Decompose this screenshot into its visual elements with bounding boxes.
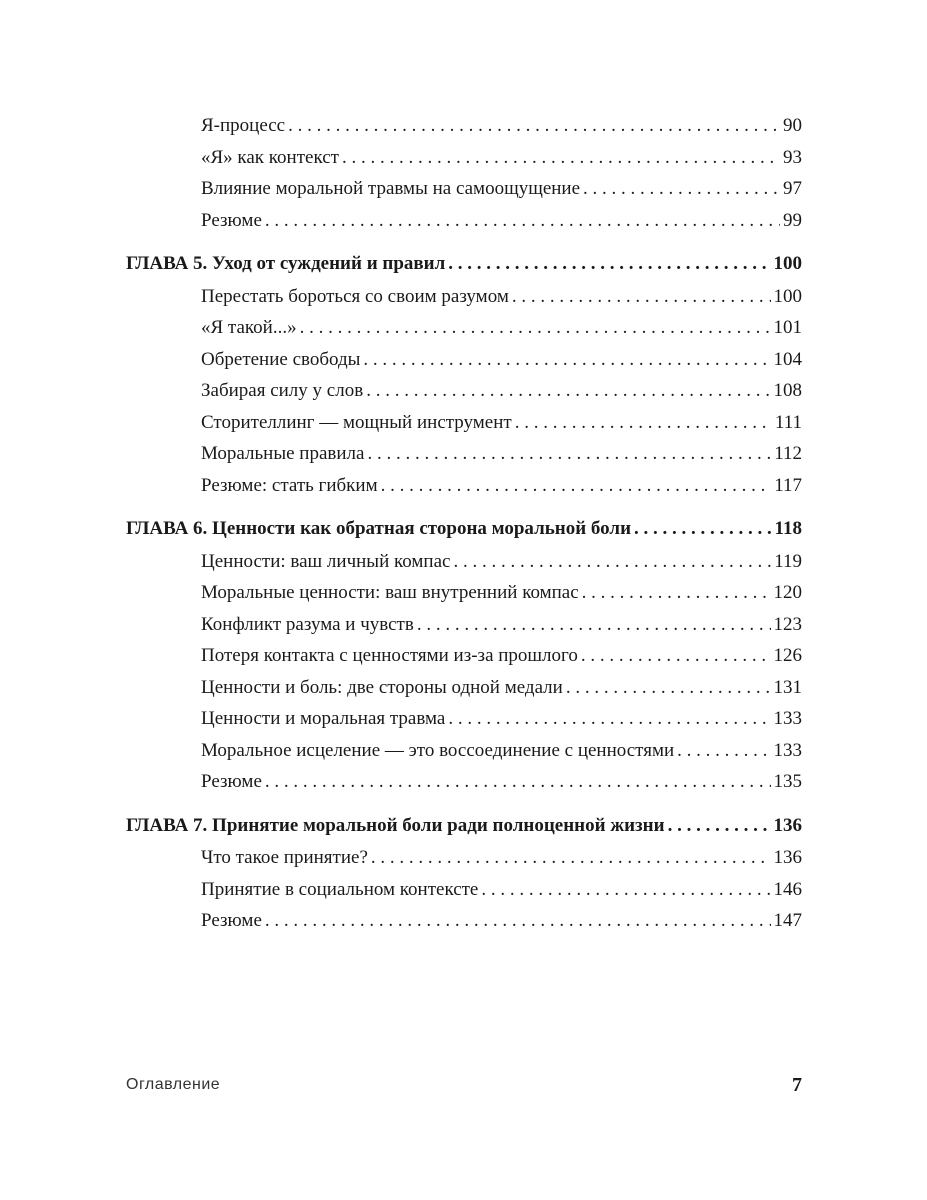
dot-leader <box>342 142 780 174</box>
toc-entry-page: 112 <box>774 443 802 464</box>
toc-entry[interactable] <box>126 609 802 641</box>
toc-entry-title: Моральные ценности: ваш внутренний компас <box>201 582 579 603</box>
toc-entry-title: «Я такой...» <box>201 317 297 338</box>
toc-entry-page: 133 <box>773 739 802 761</box>
running-footer-section: Оглавление <box>126 1076 221 1093</box>
toc-entry[interactable] <box>126 375 802 407</box>
chapter-title: ГЛАВА 5. Уход от суждений и правил <box>126 253 446 274</box>
toc-entry-title: Резюме <box>201 209 262 231</box>
dot-leader <box>381 470 772 502</box>
toc-entry[interactable] <box>126 842 802 874</box>
dot-leader <box>634 513 772 545</box>
toc-entry-page: 93 <box>783 146 802 168</box>
toc-entry-page: 123 <box>773 613 802 635</box>
chapter-page: 100 <box>773 253 802 274</box>
toc-entry-title: Моральные правила <box>201 443 365 464</box>
toc-entry-title: Сторителлинг — мощный инструмент <box>201 411 512 433</box>
toc-entry-page: 146 <box>773 878 802 900</box>
dot-leader <box>300 312 771 344</box>
toc-entry-page: 136 <box>773 847 802 868</box>
toc-entry[interactable] <box>126 905 802 937</box>
toc-entry[interactable] <box>126 672 802 704</box>
toc-entry-page: 131 <box>773 676 802 698</box>
toc-entry[interactable] <box>126 407 802 439</box>
page-number: 7 <box>792 1074 802 1096</box>
toc-entry-page: 97 <box>783 178 802 199</box>
dot-leader <box>677 735 770 767</box>
toc-entry-page: 100 <box>773 285 802 307</box>
toc-entry[interactable] <box>126 281 802 313</box>
chapter-page: 118 <box>774 518 802 539</box>
dot-leader <box>265 905 771 937</box>
toc-entry-title: Что такое принятие? <box>201 847 368 868</box>
dot-leader <box>265 205 780 237</box>
toc-entry-title: «Я» как контекст <box>201 146 339 168</box>
dot-leader <box>367 438 771 470</box>
toc-entry-page: 108 <box>773 380 802 401</box>
toc-entry-page: 99 <box>783 209 802 231</box>
toc-chapter-7[interactable] <box>126 810 802 842</box>
toc-entry[interactable] <box>126 735 802 767</box>
toc-entry[interactable] <box>126 438 802 470</box>
toc-entry-title: Влияние моральной травмы на самоощущение <box>201 178 581 199</box>
toc-entry-title: Обретение свободы <box>201 348 361 370</box>
dot-leader <box>448 248 770 280</box>
dot-leader <box>453 546 771 578</box>
toc-entry-title: Принятие в социальном контексте <box>201 878 479 900</box>
toc-entry-title: Резюме: стать гибким <box>201 474 378 496</box>
dot-leader <box>265 766 771 798</box>
toc-entry[interactable] <box>126 874 802 906</box>
dot-leader <box>417 609 771 641</box>
dot-leader <box>366 375 770 407</box>
toc-entry-page: 101 <box>773 317 802 338</box>
toc-entry-page: 117 <box>774 474 802 496</box>
toc-entry[interactable] <box>126 344 802 376</box>
dot-leader <box>512 281 771 313</box>
dot-leader <box>668 810 771 842</box>
dot-leader <box>448 703 770 735</box>
toc-entry-page: 133 <box>773 708 802 729</box>
toc-entry[interactable] <box>126 546 802 578</box>
chapter-page: 136 <box>773 814 802 836</box>
toc-entry[interactable] <box>126 640 802 672</box>
toc-entry[interactable] <box>126 142 802 174</box>
toc-chapter-5[interactable] <box>126 248 802 280</box>
toc-entry-page: 135 <box>773 771 802 792</box>
toc-entry-page: 120 <box>773 582 802 603</box>
dot-leader <box>583 173 780 205</box>
toc-entry[interactable] <box>126 766 802 798</box>
toc-entry-title: Перестать бороться со своим разумом <box>201 285 509 307</box>
toc-entry[interactable] <box>126 173 802 205</box>
table-of-contents <box>126 110 802 937</box>
toc-entry[interactable] <box>126 110 802 142</box>
toc-chapter-6[interactable] <box>126 513 802 545</box>
toc-entry-page: 104 <box>773 348 802 370</box>
toc-entry-page: 111 <box>774 411 802 433</box>
toc-entry-page: 90 <box>783 115 802 136</box>
toc-entry-page: 147 <box>773 910 802 931</box>
toc-entry-title: Конфликт разума и чувств <box>201 613 414 635</box>
dot-leader <box>582 577 771 609</box>
toc-entry-title: Я-процесс <box>201 115 286 136</box>
chapter-title: ГЛАВА 7. Принятие моральной боли ради полноценной жизни <box>126 814 665 836</box>
toc-entry[interactable] <box>126 312 802 344</box>
toc-entry-page: 126 <box>773 645 802 666</box>
dot-leader <box>566 672 771 704</box>
toc-entry-title: Ценности и моральная травма <box>201 708 446 729</box>
toc-entry-title: Резюме <box>201 771 262 792</box>
dot-leader <box>363 344 770 376</box>
toc-entry-title: Моральное исцеление — это воссоединение с ценностями <box>201 739 675 761</box>
toc-entry-title: Ценности: ваш личный компас <box>201 550 451 572</box>
toc-entry[interactable] <box>126 577 802 609</box>
toc-entry-title: Забирая силу у слов <box>201 380 364 401</box>
toc-entry[interactable] <box>126 205 802 237</box>
toc-entry-title: Ценности и боль: две стороны одной медали <box>201 676 563 698</box>
toc-entry-title: Потеря контакта с ценностями из-за прошлого <box>201 645 578 666</box>
toc-entry-page: 119 <box>774 550 802 572</box>
toc-entry[interactable] <box>126 703 802 735</box>
toc-entry[interactable] <box>126 470 802 502</box>
chapter-title: ГЛАВА 6. Ценности как обратная сторона моральной боли <box>126 518 632 539</box>
dot-leader <box>515 407 772 439</box>
dot-leader <box>371 842 771 874</box>
toc-entry-title: Резюме <box>201 910 262 931</box>
dot-leader <box>481 874 770 906</box>
dot-leader <box>581 640 771 672</box>
dot-leader <box>288 110 780 142</box>
